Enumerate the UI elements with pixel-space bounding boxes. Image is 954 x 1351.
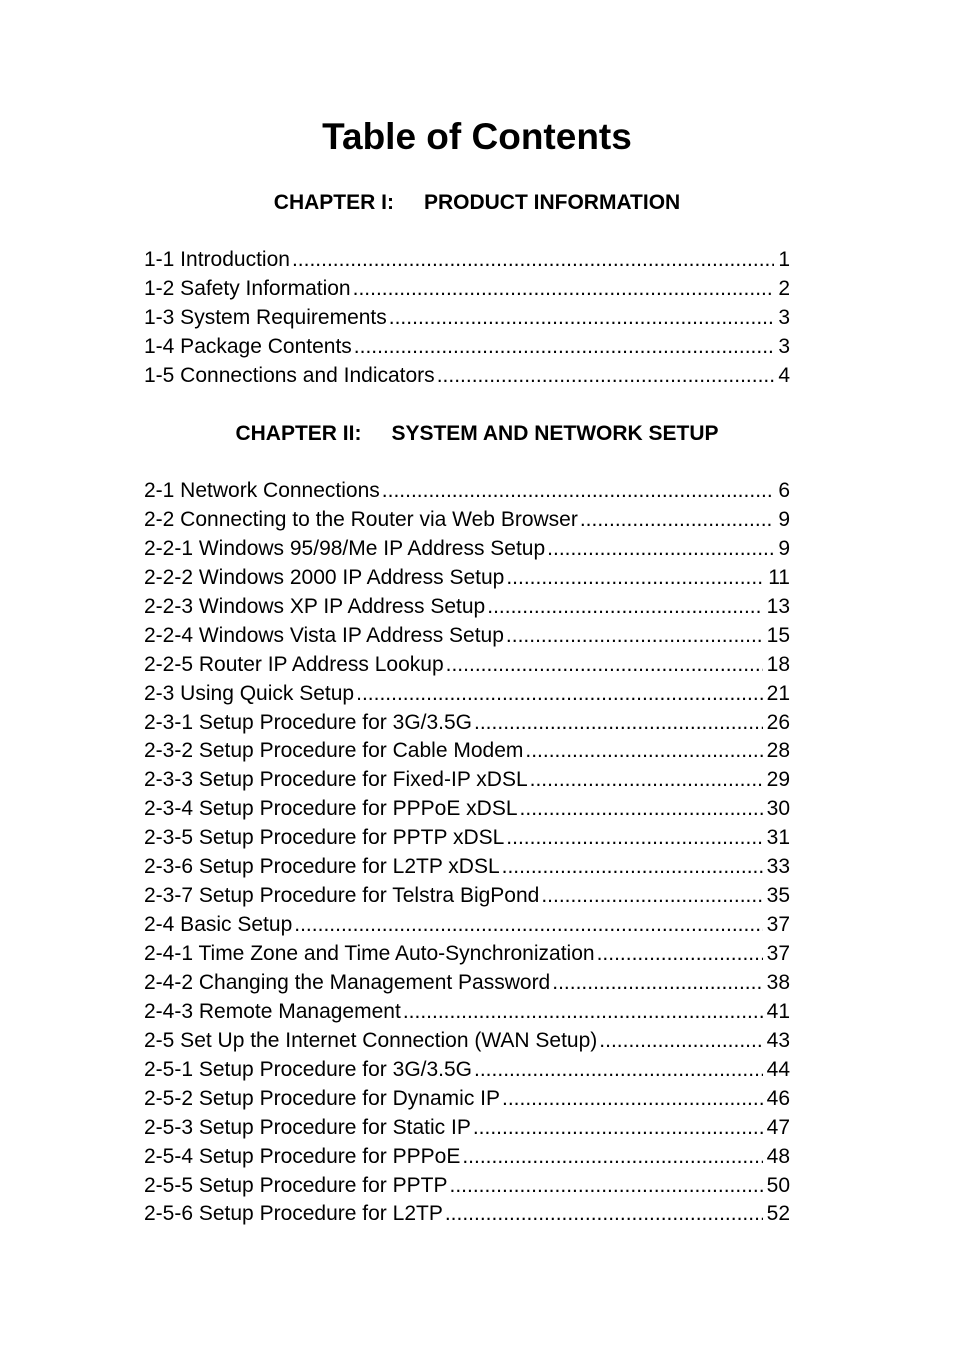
toc-leader-dots xyxy=(530,766,763,794)
toc-entry[interactable] xyxy=(144,737,790,766)
toc-entry-page-number: 29 xyxy=(766,768,790,792)
toc-entry[interactable] xyxy=(144,1085,790,1114)
toc-entry[interactable] xyxy=(144,940,790,969)
toc-leader-dots xyxy=(474,709,763,737)
toc-entry[interactable] xyxy=(144,535,790,564)
toc-leader-dots xyxy=(462,1143,762,1171)
toc-entry-page-number: 6 xyxy=(778,479,790,502)
toc-entry-page-number: 28 xyxy=(766,739,790,763)
toc-entry-title: 2-5 Set Up the Internet Connection (WAN Setup) xyxy=(144,1028,598,1052)
toc-entry-title: 2-2-2 Windows 2000 IP Address Setup xyxy=(144,565,505,589)
toc-leader-dots xyxy=(506,622,763,650)
toc-entry-page-number: 37 xyxy=(766,913,790,937)
toc-entry[interactable] xyxy=(144,593,790,622)
toc-leader-dots xyxy=(541,882,762,910)
chapter-number: CHAPTER I: xyxy=(273,191,394,214)
toc-leader-dots xyxy=(356,680,763,708)
toc-leader-dots xyxy=(487,593,762,621)
toc-entry[interactable] xyxy=(144,506,790,535)
toc-entry[interactable] xyxy=(144,564,790,593)
toc-entry-page-number: 43 xyxy=(766,1028,790,1052)
toc-entry-page-number: 31 xyxy=(766,826,790,850)
toc-leader-dots xyxy=(450,1172,763,1200)
toc-entry[interactable] xyxy=(144,275,790,304)
toc-entry[interactable] xyxy=(144,680,790,709)
toc-entry[interactable] xyxy=(144,1027,790,1056)
toc-leader-dots xyxy=(506,564,764,592)
toc-entry[interactable] xyxy=(144,795,790,824)
toc-entry-page-number: 1 xyxy=(778,248,790,271)
toc-entry-title: 1-4 Package Contents xyxy=(144,334,352,358)
toc-entry[interactable] xyxy=(144,304,790,333)
toc-leader-dots xyxy=(354,333,775,361)
toc-entry-title: 2-2 Connecting to the Router via Web Browser xyxy=(144,507,578,531)
toc-entry-title: 2-2-4 Windows Vista IP Address Setup xyxy=(144,623,504,647)
toc-entry-title: 1-5 Connections and Indicators xyxy=(144,363,435,387)
toc-entry-title: 2-4-3 Remote Management xyxy=(144,999,401,1023)
toc-entry[interactable] xyxy=(144,709,790,738)
toc-entry-page-number: 3 xyxy=(778,334,790,358)
toc-entry-title: 2-5-1 Setup Procedure for 3G/3.5G xyxy=(144,1057,473,1081)
toc-entry[interactable] xyxy=(144,969,790,998)
toc-entry-page-number: 9 xyxy=(778,507,790,531)
toc-entry-title: 2-2-5 Router IP Address Lookup xyxy=(144,652,444,676)
toc-entry[interactable] xyxy=(144,477,790,506)
toc-leader-dots xyxy=(353,275,775,303)
toc-entry-title: 2-5-2 Setup Procedure for Dynamic IP xyxy=(144,1086,500,1110)
toc-entry[interactable] xyxy=(144,246,790,275)
chapter-heading xyxy=(0,420,954,448)
toc-entry-title: 2-1 Network Connections xyxy=(144,479,380,502)
toc-entry-page-number: 52 xyxy=(766,1202,790,1226)
toc-entry-page-number: 35 xyxy=(766,884,790,908)
toc-entry-page-number: 38 xyxy=(766,970,790,994)
toc-leader-dots xyxy=(547,535,774,563)
toc-entry-page-number: 26 xyxy=(766,710,790,734)
toc-entry[interactable] xyxy=(144,1114,790,1143)
toc-leader-dots xyxy=(580,506,774,534)
toc-entry-title: 2-3-6 Setup Procedure for L2TP xDSL xyxy=(144,855,500,879)
toc-entry[interactable] xyxy=(144,1172,790,1201)
page-title: Table of Contents xyxy=(322,116,632,157)
toc-leader-dots xyxy=(474,1056,763,1084)
toc-entry-page-number: 3 xyxy=(778,305,790,329)
toc-entry-page-number: 13 xyxy=(766,594,790,618)
toc-leader-dots xyxy=(445,1200,763,1228)
toc-entry-page-number: 30 xyxy=(766,797,790,821)
toc-leader-dots xyxy=(446,651,763,679)
toc-entry[interactable] xyxy=(144,651,790,680)
toc-leader-dots xyxy=(597,940,763,968)
toc-entry-title: 2-4 Basic Setup xyxy=(144,913,293,937)
toc-leader-dots xyxy=(599,1027,762,1055)
toc-entry-title: 2-4-2 Changing the Management Password xyxy=(144,970,551,994)
toc-entry-title: 1-3 System Requirements xyxy=(144,305,387,329)
toc-entry-title: 2-3-2 Setup Procedure for Cable Modem xyxy=(144,739,524,763)
toc-entry-page-number: 41 xyxy=(766,999,790,1023)
toc-entry-title: 2-3-7 Setup Procedure for Telstra BigPond xyxy=(144,884,540,908)
toc-leader-dots xyxy=(437,362,775,390)
toc-entry[interactable] xyxy=(144,911,790,940)
toc-entry[interactable] xyxy=(144,824,790,853)
toc-leader-dots xyxy=(525,737,762,765)
toc-entry-page-number: 11 xyxy=(768,565,790,589)
toc-entry-page-number: 50 xyxy=(766,1173,790,1197)
toc-leader-dots xyxy=(502,1085,763,1113)
toc-entry-page-number: 4 xyxy=(778,363,790,387)
toc-entry-page-number: 18 xyxy=(766,652,790,676)
toc-entry-title: 2-2-1 Windows 95/98/Me IP Address Setup xyxy=(144,536,546,560)
toc-leader-dots xyxy=(403,998,763,1026)
toc-entry-title: 2-5-4 Setup Procedure for PPPoE xyxy=(144,1144,461,1168)
toc-leader-dots xyxy=(382,477,775,505)
toc-entry-title: 2-2-3 Windows XP IP Address Setup xyxy=(144,594,486,618)
toc-entry-page-number: 9 xyxy=(778,536,790,560)
toc-entry[interactable] xyxy=(144,882,790,911)
toc-entry-title: 2-3 Using Quick Setup xyxy=(144,681,355,705)
toc-list xyxy=(144,246,790,391)
toc-leader-dots xyxy=(473,1114,763,1142)
toc-entry-title: 2-3-4 Setup Procedure for PPPoE xDSL xyxy=(144,797,518,821)
toc-entry-title: 2-3-3 Setup Procedure for Fixed-IP xDSL xyxy=(144,768,528,792)
toc-entry[interactable] xyxy=(144,1200,790,1229)
toc-leader-dots xyxy=(389,304,775,332)
toc-entry-page-number: 47 xyxy=(766,1115,790,1139)
toc-entry-title: 2-3-5 Setup Procedure for PPTP xDSL xyxy=(144,826,505,850)
toc-entry[interactable] xyxy=(144,766,790,795)
toc-entry-page-number: 48 xyxy=(766,1144,790,1168)
toc-leader-dots xyxy=(520,795,763,823)
chapter-heading xyxy=(0,189,954,217)
toc-entry-page-number: 15 xyxy=(766,623,790,647)
toc-leader-dots xyxy=(552,969,762,997)
toc-entry-title: 2-5-3 Setup Procedure for Static IP xyxy=(144,1115,471,1139)
toc-entry-page-number: 33 xyxy=(766,855,790,879)
toc-entry-title: 2-4-1 Time Zone and Time Auto-Synchronization xyxy=(144,942,595,965)
toc-leader-dots xyxy=(294,911,762,939)
toc-entry-title: 2-5-6 Setup Procedure for L2TP xyxy=(144,1202,443,1226)
toc-entry[interactable] xyxy=(144,1143,790,1172)
toc-leader-dots xyxy=(506,824,762,852)
toc-entry-page-number: 44 xyxy=(766,1057,790,1081)
toc-leader-dots xyxy=(292,246,774,274)
chapter-name: SYSTEM AND NETWORK SETUP xyxy=(391,422,719,445)
chapter-name: PRODUCT INFORMATION xyxy=(423,191,681,214)
toc-entry-title: 1-1 Introduction xyxy=(144,248,290,271)
chapter-number: CHAPTER II: xyxy=(235,422,362,445)
toc-entry[interactable] xyxy=(144,333,790,362)
toc-entry[interactable] xyxy=(144,853,790,882)
toc-entry[interactable] xyxy=(144,362,790,391)
toc-list xyxy=(144,477,790,1229)
toc-entry[interactable] xyxy=(144,622,790,651)
toc-entry[interactable] xyxy=(144,998,790,1027)
toc-entry-page-number: 37 xyxy=(766,942,790,965)
toc-entry-title: 2-3-1 Setup Procedure for 3G/3.5G xyxy=(144,710,473,734)
toc-leader-dots xyxy=(502,853,763,881)
toc-entry-title: 1-2 Safety Information xyxy=(144,276,351,300)
toc-entry[interactable] xyxy=(144,1056,790,1085)
toc-entry-page-number: 2 xyxy=(778,276,790,300)
toc-entry-page-number: 21 xyxy=(766,681,790,705)
toc-entry-page-number: 46 xyxy=(766,1086,790,1110)
toc-entry-title: 2-5-5 Setup Procedure for PPTP xyxy=(144,1173,448,1197)
